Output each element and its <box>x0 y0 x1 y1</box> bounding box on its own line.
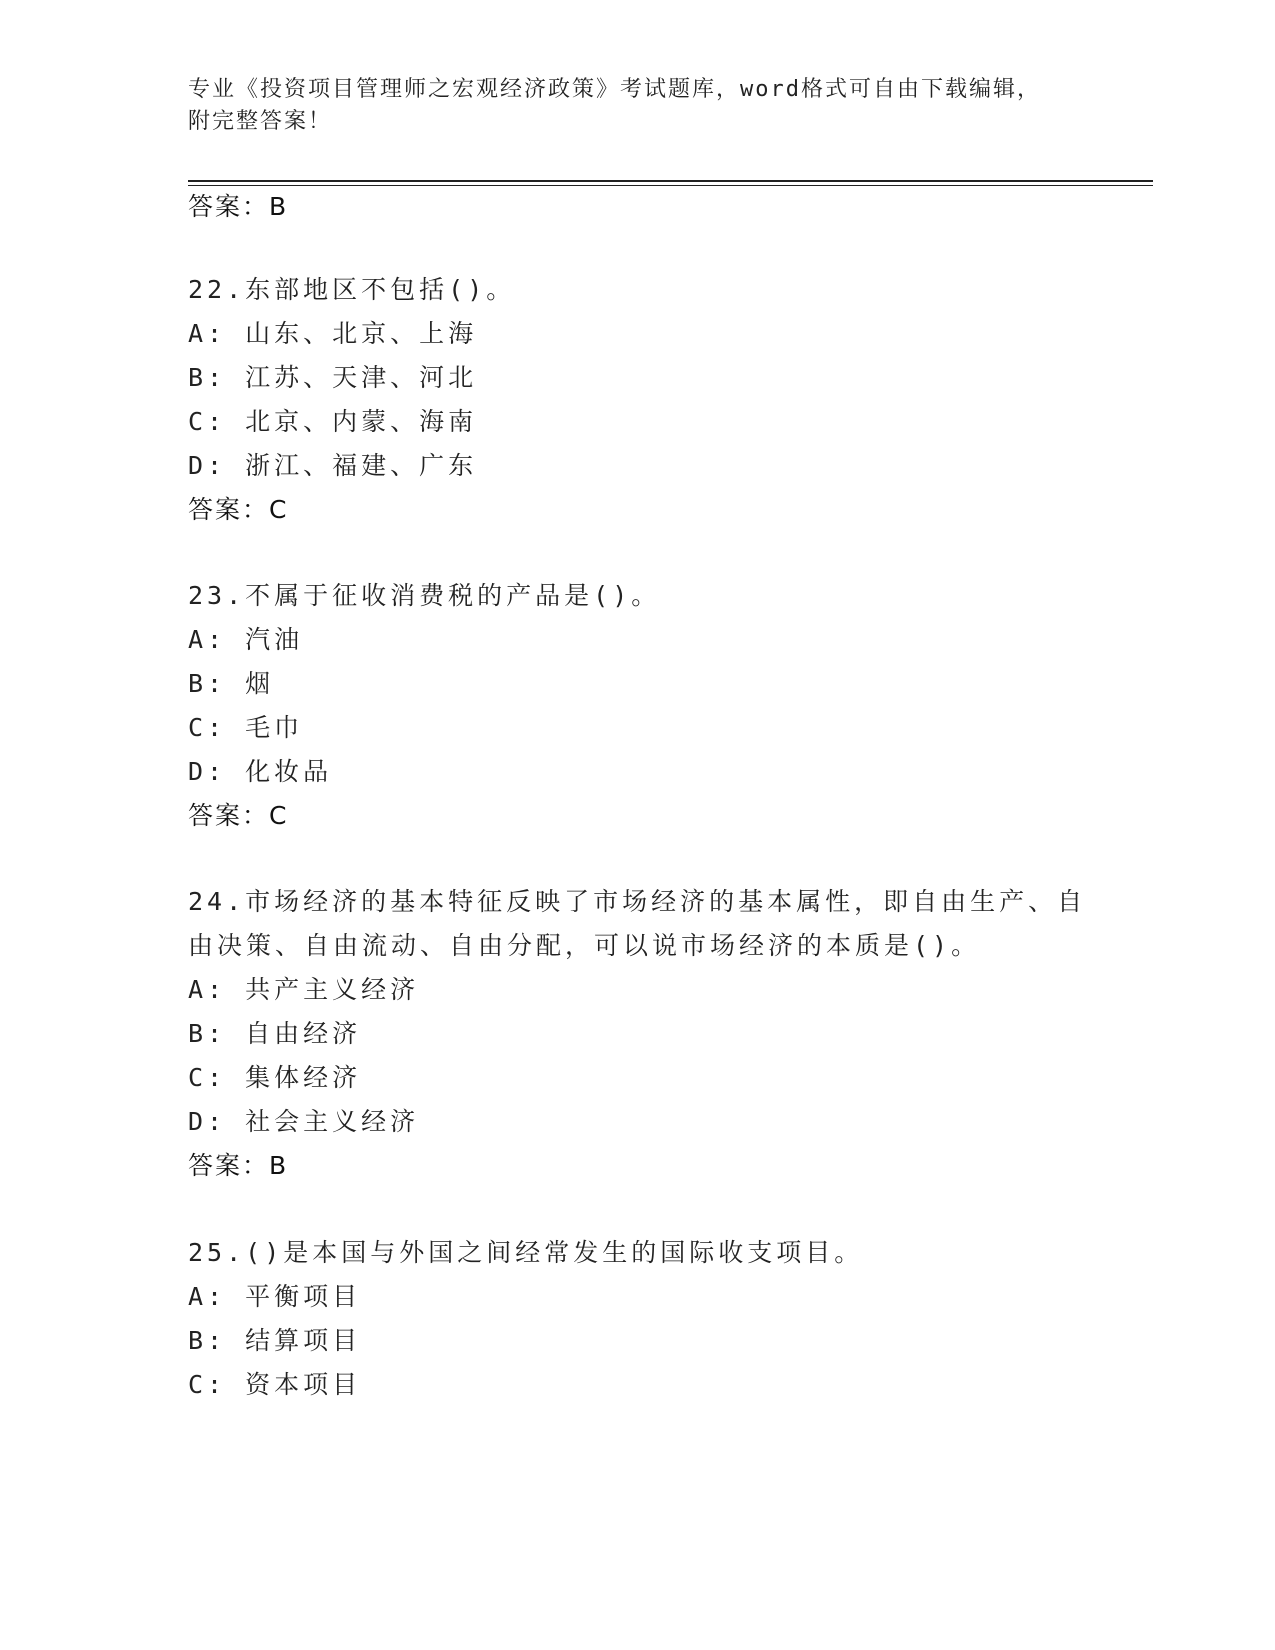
question-22-option-b: B: 江苏、天津、河北 <box>188 363 478 392</box>
document-header <box>188 74 1088 138</box>
question-23-answer: 答案：C <box>188 801 289 830</box>
header-line-2: 附完整答案！ <box>188 109 333 134</box>
question-23-option-b: B: 烟 <box>188 669 275 698</box>
question-22-option-d: D: 浙江、福建、广东 <box>188 451 478 480</box>
question-25-option-a: A: 平衡项目 <box>188 1282 362 1311</box>
question-23-option-a: A: 汽油 <box>188 625 304 654</box>
question-24-option-a: A: 共产主义经济 <box>188 975 420 1004</box>
question-23-stem: 23.不属于征收消费税的产品是()。 <box>188 581 661 610</box>
question-22-option-a: A: 山东、北京、上海 <box>188 319 478 348</box>
question-24-answer: 答案：B <box>188 1151 289 1180</box>
question-25-option-b: B: 结算项目 <box>188 1326 362 1355</box>
question-22-option-c: C: 北京、内蒙、海南 <box>188 407 478 436</box>
header-divider-thin <box>188 185 1153 186</box>
question-25-stem: 25.()是本国与外国之间经常发生的国际收支项目。 <box>188 1238 864 1267</box>
question-25-option-c: C: 资本项目 <box>188 1370 362 1399</box>
question-22-answer: 答案：C <box>188 495 289 524</box>
answer-21: 答案：B <box>188 192 289 221</box>
question-24-stem-line-1: 24.市场经济的基本特征反映了市场经济的基本属性，即自由生产、自 <box>188 887 1087 916</box>
header-divider-thick <box>188 180 1153 182</box>
header-line-1: 专业《投资项目管理师之宏观经济政策》考试题库，word格式可自由下载编辑， <box>188 77 1041 102</box>
question-24-option-d: D: 社会主义经济 <box>188 1107 420 1136</box>
question-24-option-c: C: 集体经济 <box>188 1063 362 1092</box>
question-23-option-d: D: 化妆品 <box>188 757 333 786</box>
question-23-option-c: C: 毛巾 <box>188 713 304 742</box>
question-22-stem: 22.东部地区不包括()。 <box>188 275 516 304</box>
question-24-option-b: B: 自由经济 <box>188 1019 362 1048</box>
question-24-stem-line-2: 由决策、自由流动、自由分配，可以说市场经济的本质是()。 <box>188 931 981 960</box>
